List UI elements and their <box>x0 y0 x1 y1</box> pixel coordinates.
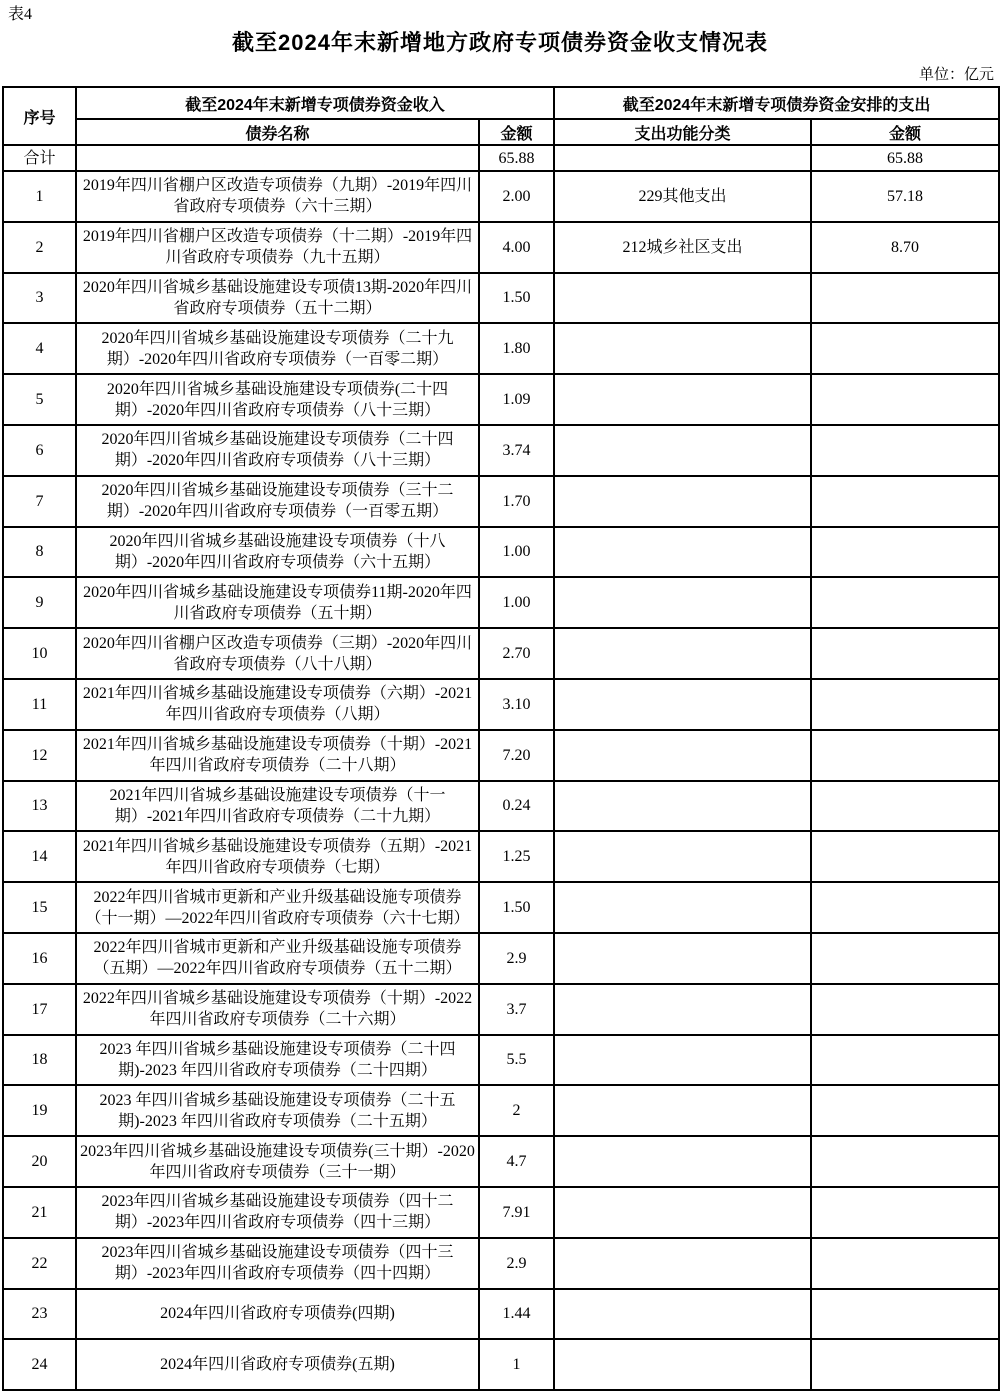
row-bond-name <box>76 273 479 324</box>
row-serial: 6 <box>3 425 76 476</box>
row-bond-name <box>76 577 479 628</box>
table-row <box>3 1085 999 1136</box>
row-bond-name <box>76 374 479 425</box>
row-serial: 12 <box>3 730 76 781</box>
row-expense-amount <box>811 730 999 781</box>
row-bond-name <box>76 425 479 476</box>
row-bond-name-text: 2020年四川省城乡基础设施建设专项债券11期-2020年四川省政府专项债券（五十期） <box>83 583 472 622</box>
row-serial: 4 <box>3 323 76 374</box>
row-bond-name-text: 2020年四川省城乡基础设施建设专项债券（二十九期）-2020年四川省政府专项债券（一百零二期） <box>101 329 454 368</box>
col-group-expense: 截至2024年末新增专项债券资金安排的支出 <box>554 87 999 119</box>
row-income-amount: 1.09 <box>479 374 554 425</box>
row-income-amount: 3.74 <box>479 425 554 476</box>
total-label: 合计 <box>3 145 76 171</box>
row-expense-category <box>554 1289 811 1340</box>
row-bond-name <box>76 679 479 730</box>
row-bond-name-text: 2020年四川省城乡基础设施建设专项债13期-2020年四川省政府专项债券（五十二期） <box>82 278 473 317</box>
row-serial: 20 <box>3 1136 76 1187</box>
row-income-amount: 1.50 <box>479 882 554 933</box>
table-row <box>3 273 999 324</box>
row-expense-amount <box>811 425 999 476</box>
row-expense-category <box>554 1238 811 1289</box>
table-row <box>3 1035 999 1086</box>
table-header <box>3 87 999 145</box>
col-header-serial: 序号 <box>3 87 76 145</box>
table-row <box>3 984 999 1035</box>
row-serial: 24 <box>3 1339 76 1390</box>
row-expense-amount <box>811 628 999 679</box>
row-bond-name <box>76 476 479 527</box>
row-bond-name-text: 2023年四川省城乡基础设施建设专项债券(三十期）-2020年四川省政府专项债券（三十一期） <box>80 1142 475 1181</box>
col-group-income: 截至2024年末新增专项债券资金收入 <box>76 87 554 119</box>
row-expense-category <box>554 1187 811 1238</box>
row-serial: 10 <box>3 628 76 679</box>
row-expense-category <box>554 933 811 984</box>
row-bond-name <box>76 1238 479 1289</box>
bond-funds-table <box>2 86 1000 1391</box>
row-income-amount: 7.20 <box>479 730 554 781</box>
header-row-groups <box>3 87 999 119</box>
total-expense-amount: 65.88 <box>811 145 999 171</box>
row-serial: 11 <box>3 679 76 730</box>
row-bond-name <box>76 882 479 933</box>
row-expense-amount <box>811 1136 999 1187</box>
table-row <box>3 679 999 730</box>
row-serial: 8 <box>3 527 76 578</box>
row-bond-name <box>76 628 479 679</box>
table-row <box>3 628 999 679</box>
row-bond-name <box>76 222 479 273</box>
row-expense-amount: 57.18 <box>811 171 999 222</box>
table-row <box>3 1238 999 1289</box>
total-expense-category <box>554 145 811 171</box>
row-income-amount: 1.80 <box>479 323 554 374</box>
row-expense-amount: 8.70 <box>811 222 999 273</box>
table-row <box>3 730 999 781</box>
row-serial: 7 <box>3 476 76 527</box>
row-bond-name-text: 2024年四川省政府专项债券(五期) <box>160 1356 395 1374</box>
table-row <box>3 323 999 374</box>
row-bond-name <box>76 984 479 1035</box>
row-expense-category <box>554 831 811 882</box>
row-income-amount: 3.10 <box>479 679 554 730</box>
row-expense-category <box>554 476 811 527</box>
table-row <box>3 781 999 832</box>
row-expense-category <box>554 730 811 781</box>
header-row-columns <box>3 119 999 145</box>
row-expense-category <box>554 577 811 628</box>
row-bond-name <box>76 1339 479 1390</box>
row-bond-name-text: 2022年四川省城市更新和产业升级基础设施专项债券（十一期）—2022年四川省政府专项债券（六十七期） <box>85 888 470 927</box>
row-expense-amount <box>811 1085 999 1136</box>
row-bond-name-text: 2024年四川省政府专项债券(四期) <box>160 1305 395 1323</box>
row-bond-name <box>76 527 479 578</box>
col-header-expense-category: 支出功能分类 <box>554 119 811 145</box>
row-income-amount: 7.91 <box>479 1187 554 1238</box>
row-expense-category: 212城乡社区支出 <box>554 222 811 273</box>
row-expense-category <box>554 323 811 374</box>
table-row <box>3 1339 999 1390</box>
row-income-amount: 2 <box>479 1085 554 1136</box>
row-income-amount: 1.00 <box>479 577 554 628</box>
table-row <box>3 222 999 273</box>
row-serial: 1 <box>3 171 76 222</box>
table-row <box>3 831 999 882</box>
row-expense-amount <box>811 882 999 933</box>
row-income-amount: 4.7 <box>479 1136 554 1187</box>
page-title: 截至2024年末新增地方政府专项债券资金收支情况表 <box>232 30 768 55</box>
row-income-amount: 3.7 <box>479 984 554 1035</box>
row-bond-name-text: 2020年四川省城乡基础设施建设专项债券（二十四期）-2020年四川省政府专项债券（八十三期） <box>101 431 454 470</box>
row-expense-amount <box>811 273 999 324</box>
row-income-amount: 1 <box>479 1339 554 1390</box>
row-bond-name-text: 2023年四川省城乡基础设施建设专项债券（四十三期）-2023年四川省政府专项债券（四十四期） <box>101 1244 454 1283</box>
row-bond-name <box>76 1136 479 1187</box>
row-serial: 16 <box>3 933 76 984</box>
row-bond-name-text: 2023年四川省城乡基础设施建设专项债券（四十二期）-2023年四川省政府专项债券（四十三期） <box>101 1193 454 1232</box>
row-income-amount: 2.00 <box>479 171 554 222</box>
col-header-expense-amount: 金额 <box>811 119 999 145</box>
col-header-income-amount: 金额 <box>479 119 554 145</box>
row-income-amount: 2.70 <box>479 628 554 679</box>
row-bond-name-text: 2021年四川省城乡基础设施建设专项债券（十期）-2021年四川省政府专项债券（二十八期） <box>82 736 473 775</box>
row-bond-name <box>76 933 479 984</box>
row-serial: 15 <box>3 882 76 933</box>
row-bond-name-text: 2021年四川省城乡基础设施建设专项债券（五期）-2021年四川省政府专项债券（七期） <box>82 837 473 876</box>
row-expense-amount <box>811 679 999 730</box>
row-bond-name <box>76 1187 479 1238</box>
row-bond-name-text: 2022年四川省城市更新和产业升级基础设施专项债券（五期）—2022年四川省政府专项债券（五十二期） <box>93 939 462 978</box>
total-income-amount: 65.88 <box>479 145 554 171</box>
row-bond-name-text: 2022年四川省城乡基础设施建设专项债券（十期）-2022年四川省政府专项债券（二十六期） <box>82 990 473 1029</box>
row-income-amount: 2.9 <box>479 933 554 984</box>
row-bond-name <box>76 730 479 781</box>
unit-note: 单位：亿元 <box>918 67 994 83</box>
row-expense-category <box>554 1085 811 1136</box>
row-expense-amount <box>811 527 999 578</box>
col-header-bond-name: 债券名称 <box>76 119 479 145</box>
row-expense-amount <box>811 984 999 1035</box>
row-expense-amount <box>811 933 999 984</box>
row-expense-category <box>554 984 811 1035</box>
table-number-label: 表4 <box>8 6 33 23</box>
row-bond-name-text: 2019年四川省棚户区改造专项债券（九期）-2019年四川省政府专项债券（六十三期） <box>82 177 473 216</box>
row-serial: 19 <box>3 1085 76 1136</box>
row-bond-name-text: 2023 年四川省城乡基础设施建设专项债券（二十五期)-2023 年四川省政府专项债券（二十五期） <box>99 1091 456 1130</box>
row-income-amount: 1.25 <box>479 831 554 882</box>
table-row <box>3 171 999 222</box>
table-row <box>3 476 999 527</box>
row-serial: 5 <box>3 374 76 425</box>
row-expense-category <box>554 781 811 832</box>
row-bond-name-text: 2020年四川省城乡基础设施建设专项债券(二十四期）-2020年四川省政府专项债券（八十三期） <box>106 380 449 419</box>
row-income-amount: 2.9 <box>479 1238 554 1289</box>
row-bond-name-text: 2023 年四川省城乡基础设施建设专项债券（二十四期)-2023 年四川省政府专项债券（二十四期） <box>99 1040 456 1079</box>
row-income-amount: 5.5 <box>479 1035 554 1086</box>
table-row <box>3 1136 999 1187</box>
row-expense-category <box>554 425 811 476</box>
row-bond-name <box>76 171 479 222</box>
row-expense-amount <box>811 374 999 425</box>
row-expense-category <box>554 1339 811 1390</box>
row-serial: 23 <box>3 1289 76 1340</box>
total-bond-name <box>76 145 479 171</box>
row-bond-name-text: 2019年四川省棚户区改造专项债券（十二期）-2019年四川省政府专项债券（九十五期） <box>82 228 473 267</box>
row-serial: 9 <box>3 577 76 628</box>
row-income-amount: 1.00 <box>479 527 554 578</box>
total-row <box>3 145 999 171</box>
row-serial: 17 <box>3 984 76 1035</box>
row-expense-amount <box>811 781 999 832</box>
table-row <box>3 425 999 476</box>
table-row <box>3 1187 999 1238</box>
table-body <box>3 145 999 1390</box>
row-bond-name <box>76 1035 479 1086</box>
row-serial: 21 <box>3 1187 76 1238</box>
row-expense-amount <box>811 476 999 527</box>
row-serial: 3 <box>3 273 76 324</box>
row-bond-name-text: 2020年四川省棚户区改造专项债券（三期）-2020年四川省政府专项债券（八十八期） <box>82 634 473 673</box>
row-income-amount: 1.44 <box>479 1289 554 1340</box>
row-expense-amount <box>811 1238 999 1289</box>
row-bond-name <box>76 1085 479 1136</box>
row-expense-amount <box>811 831 999 882</box>
row-bond-name <box>76 323 479 374</box>
row-income-amount: 0.24 <box>479 781 554 832</box>
row-expense-category <box>554 273 811 324</box>
row-expense-amount <box>811 1289 999 1340</box>
table-row <box>3 374 999 425</box>
row-bond-name <box>76 1289 479 1340</box>
row-expense-amount <box>811 1339 999 1390</box>
table-row <box>3 527 999 578</box>
row-expense-amount <box>811 1187 999 1238</box>
row-expense-amount <box>811 577 999 628</box>
row-expense-category <box>554 374 811 425</box>
row-bond-name-text: 2021年四川省城乡基础设施建设专项债券（六期）-2021年四川省政府专项债券（八期） <box>82 685 473 724</box>
row-expense-amount <box>811 1035 999 1086</box>
row-income-amount: 1.50 <box>479 273 554 324</box>
row-income-amount: 4.00 <box>479 222 554 273</box>
row-bond-name-text: 2020年四川省城乡基础设施建设专项债券（三十二期）-2020年四川省政府专项债券（一百零五期） <box>101 482 454 521</box>
row-serial: 14 <box>3 831 76 882</box>
row-expense-category <box>554 1136 811 1187</box>
row-bond-name <box>76 831 479 882</box>
row-income-amount: 1.70 <box>479 476 554 527</box>
table-row <box>3 1289 999 1340</box>
row-expense-category: 229其他支出 <box>554 171 811 222</box>
row-expense-category <box>554 1035 811 1086</box>
row-bond-name-text: 2021年四川省城乡基础设施建设专项债券（十一期）-2021年四川省政府专项债券（二十九期） <box>109 786 446 825</box>
row-expense-amount <box>811 323 999 374</box>
table-row <box>3 882 999 933</box>
row-serial: 2 <box>3 222 76 273</box>
row-expense-category <box>554 679 811 730</box>
row-serial: 22 <box>3 1238 76 1289</box>
row-expense-category <box>554 527 811 578</box>
row-bond-name <box>76 781 479 832</box>
table-row <box>3 577 999 628</box>
row-serial: 18 <box>3 1035 76 1086</box>
row-serial: 13 <box>3 781 76 832</box>
row-expense-category <box>554 882 811 933</box>
row-bond-name-text: 2020年四川省城乡基础设施建设专项债券（十八期）-2020年四川省政府专项债券（六十五期） <box>109 532 446 571</box>
table-row <box>3 933 999 984</box>
row-expense-category <box>554 628 811 679</box>
